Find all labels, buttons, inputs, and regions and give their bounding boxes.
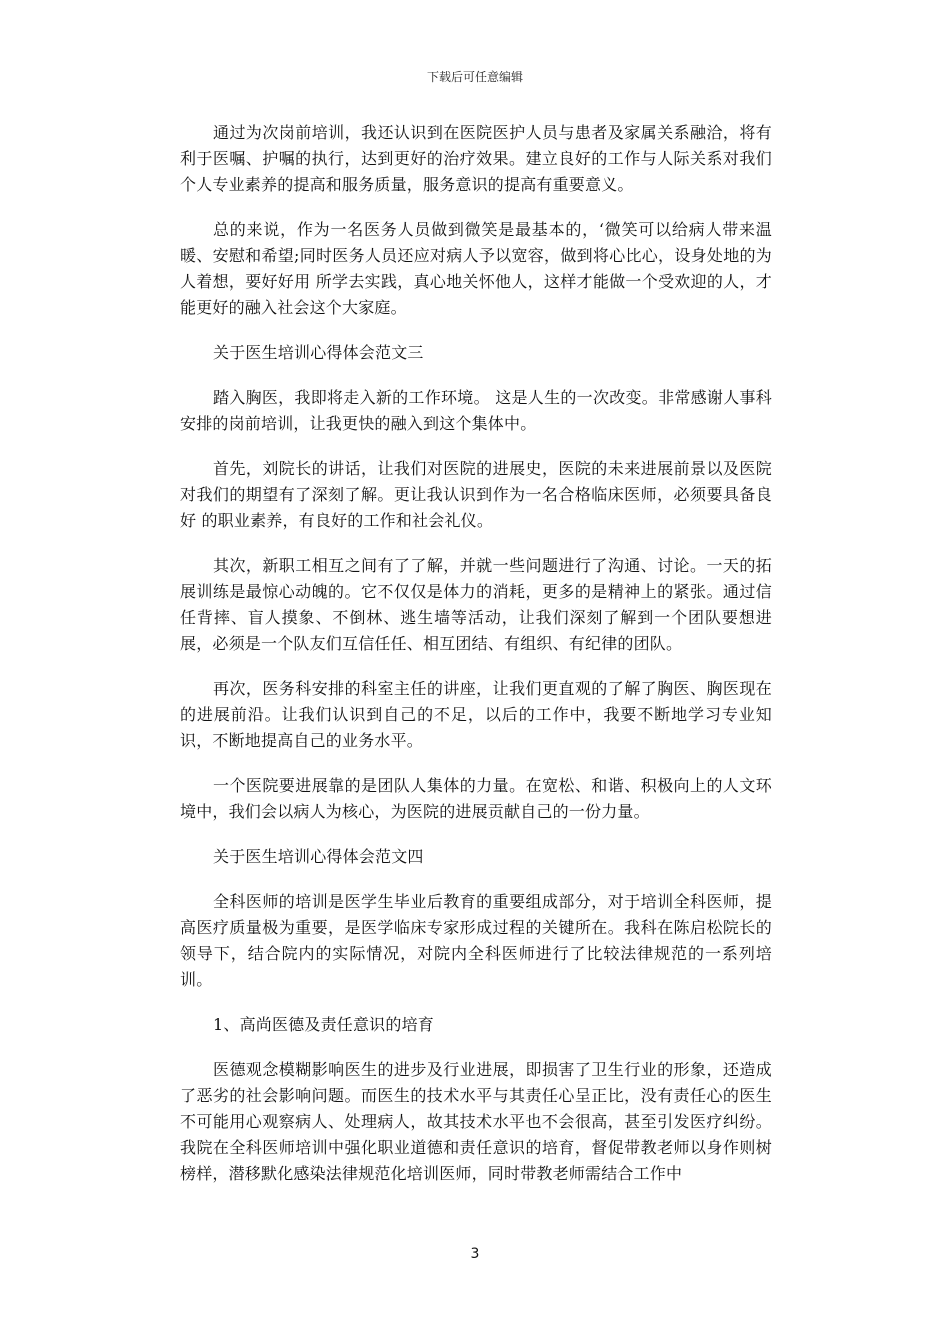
paragraph: 总的来说，作为一名医务人员做到微笑是最基本的，‘微笑可以给病人带来温暖、安慰和希望;同时医务人员还应对病人予以宽容，做到将心比心，设身处地的为人着想，要好好用 所学去实践，真心地关怀他人，这样才能做一个受欢迎的人，才能更好的融入社会这个大家庭。 xyxy=(180,220,772,317)
paragraph: 全科医师的培训是医学生毕业后教育的重要组成部分，对于培训全科医师，提高医疗质量极为重要，是医学临床专家形成过程的关键所在。我科在陈启松院长的领导下，结合院内的实际情况，对院内全科医师进行了比较法律规范的一系列培训。 xyxy=(180,892,772,989)
page-header: 下载后可任意编辑 xyxy=(426,70,523,84)
paragraph: 首先，刘院长的讲话，让我们对医院的进展史，医院的未来进展前景以及医院对我们的期望有了深刻了解。更让我认识到作为一名合格临床医师，必须要具备良好 的职业素养，有良好的工作和社会礼仪。 xyxy=(180,459,772,530)
paragraph: 一个医院要进展靠的是团队人集体的力量。在宽松、和谐、积极向上的人文环境中，我们会以病人为核心，为医院的进展贡献自己的一份力量。 xyxy=(180,776,772,821)
section-heading: 关于医生培训心得体会范文四 xyxy=(213,847,424,866)
page-number: 3 xyxy=(470,1246,480,1262)
document-body xyxy=(180,120,772,1206)
subsection-heading: 1、高尚医德及责任意识的培育 xyxy=(213,1015,434,1034)
paragraph: 其次，新职工相互之间有了了解，并就一些问题进行了沟通、讨论。一天的拓展训练是最惊心动魄的。它不仅仅是体力的消耗，更多的是精神上的紧张。通过信任背摔、盲人摸象、不倒林、逃生墙等活动，让我们深刻了解到一个团队要想进展，必须是一个队友们互信任任、相互团结、有组织、有纪律的团队。 xyxy=(180,556,772,653)
paragraph: 踏入胸医，我即将走入新的工作环境。 这是人生的一次改变。非常感谢人事科安排的岗前培训，让我更快的融入到这个集体中。 xyxy=(180,388,772,433)
section-heading: 关于医生培训心得体会范文三 xyxy=(213,343,424,362)
paragraph: 再次，医务科安排的科室主任的讲座，让我们更直观的了解了胸医、胸医现在的进展前沿。让我们认识到自己的不足，以后的工作中，我要不断地学习专业知识，不断地提高自己的业务水平。 xyxy=(180,679,772,750)
paragraph: 医德观念模糊影响医生的进步及行业进展，即损害了卫生行业的形象，还造成了恶劣的社会影响问题。而医生的技术水平与其责任心呈正比，没有责任心的医生不可能用心观察病人、处理病人，故其技术水平也不会很高，甚至引发医疗纠纷。我院在全科医师培训中强化职业道德和责任意识的培育，督促带教老师以身作则树榜样，潜移默化感染法律规范化培训医师，同时带教老师需结合工作中 xyxy=(180,1060,772,1183)
paragraph: 通过为次岗前培训，我还认识到在医院医护人员与患者及家属关系融洽，将有利于医嘱、护嘱的执行，达到更好的治疗效果。建立良好的工作与人际关系对我们个人专业素养的提高和服务质量，服务意识的提高有重要意义。 xyxy=(180,123,772,194)
